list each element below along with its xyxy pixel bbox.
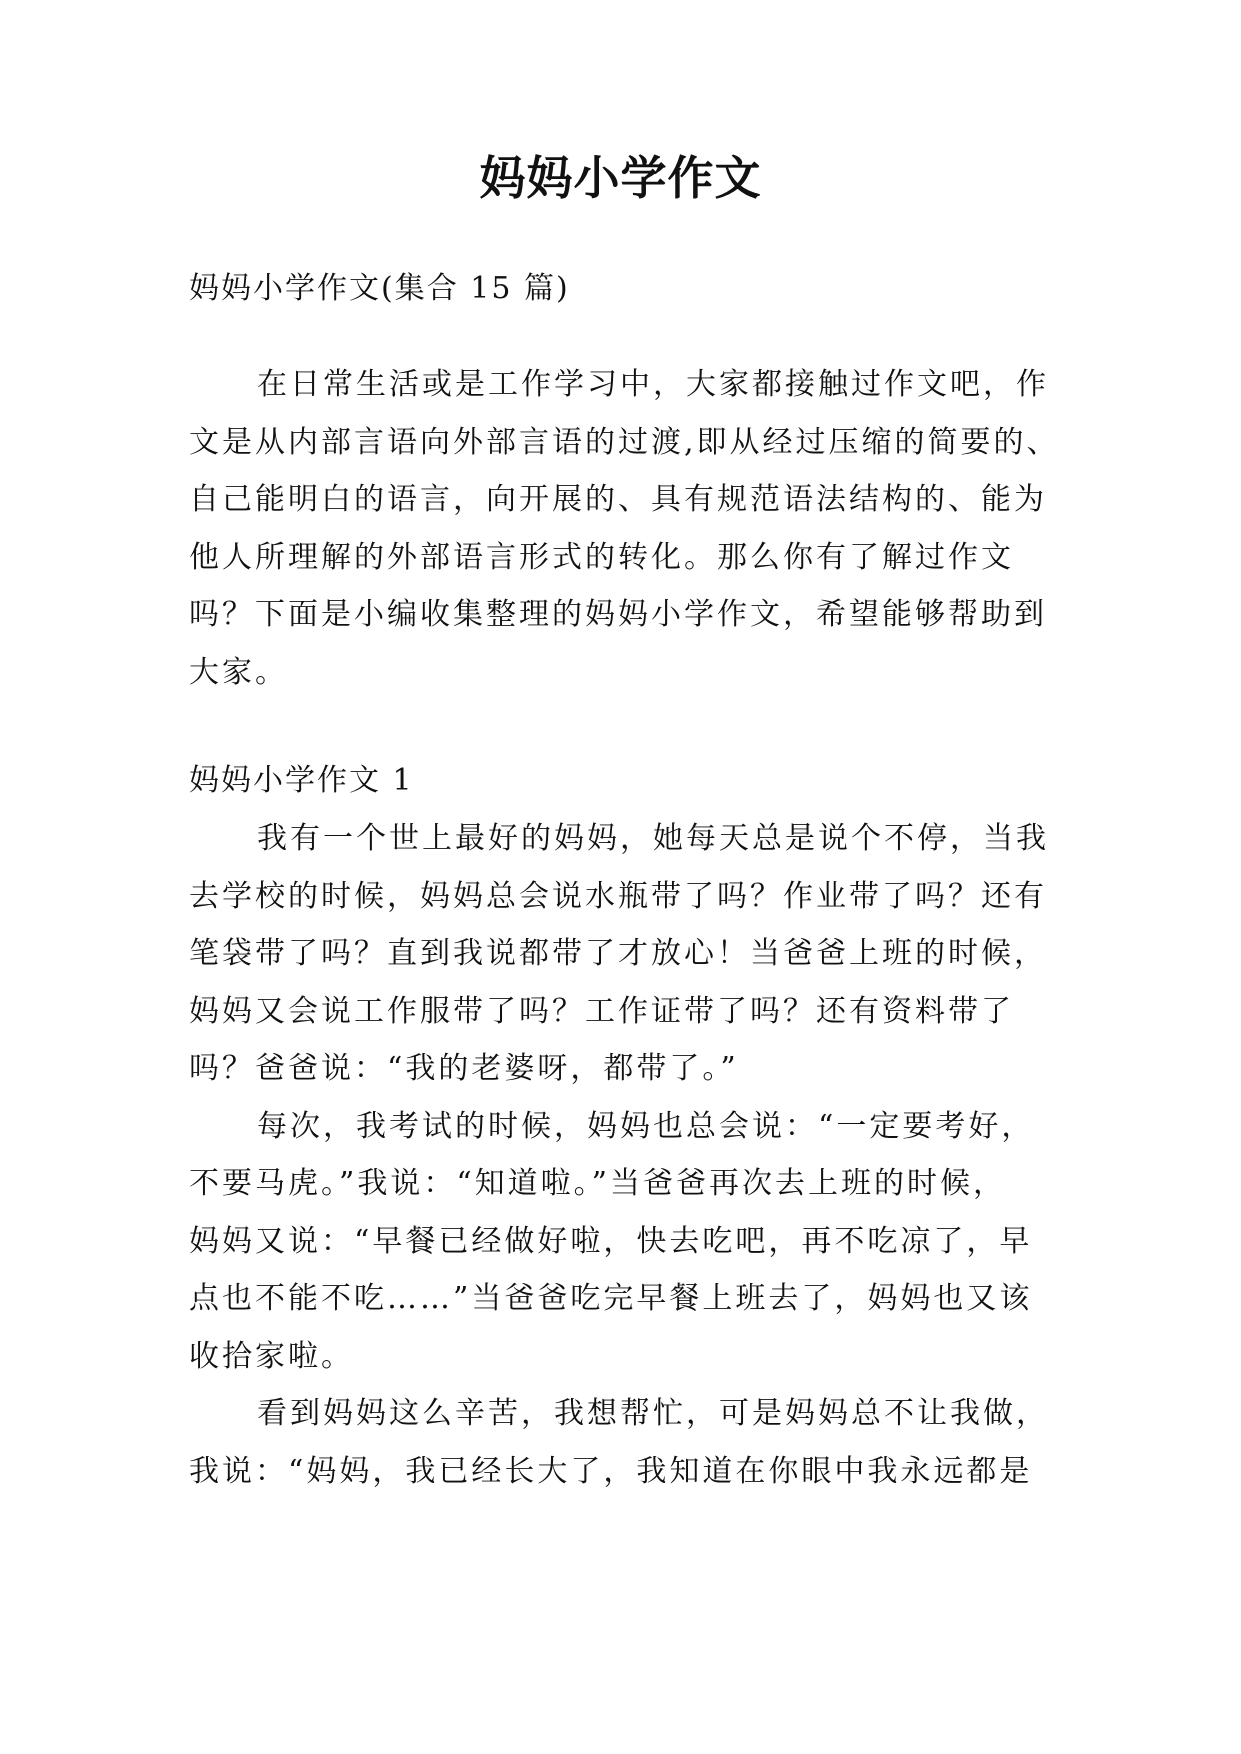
body-line: 妈妈又说：“早餐已经做好啦，快去吃吧，再不吃凉了，早 [189,1223,1033,1259]
body-line: 看到妈妈这么辛苦，我想帮忙，可是妈妈总不让我做， [257,1396,1049,1431]
intro-paragraph [189,356,1060,701]
body-line: 不要马虎。”我说：“知道啦。”当爸爸再次去上班的时候， [189,1166,1007,1201]
body-paragraph [189,810,1055,1098]
intro-line: 大家。 [189,654,288,690]
body-line: 我有一个世上最好的妈妈，她每天总是说个不停，当我 [257,821,1049,856]
body-line: 笔袋带了吗？直到我说都带了才放心！当爸爸上班的时候， [189,936,1047,971]
body-line: 每次，我考试的时候，妈妈也总会说：“一定要考好， [257,1108,1035,1144]
body-line: 我说：“妈妈，我已经长大了，我知道在你眼中我永远都是 [189,1453,1033,1489]
body-line: 点也不能不吃……”当爸爸吃完早餐上班去了，妈妈也又该 [189,1281,1033,1316]
body-line: 去学校的时候，妈妈总会说水瓶带了吗？作业带了吗？还有 [189,878,1047,914]
intro-line: 吗？下面是小编收集整理的妈妈小学作文，希望能够帮助到 [189,597,1047,632]
intro-line: 他人所理解的外部语言形式的转化。那么你有了解过作文 [189,539,1014,575]
section-body [189,810,1055,1500]
body-line: 妈妈又会说工作服带了吗？工作证带了吗？还有资料带了 [189,993,1014,1029]
document-subtitle: 妈妈小学作文(集合 15 篇) [189,271,570,306]
body-paragraph [189,1385,1055,1500]
body-line: 收拾家啦。 [189,1338,354,1374]
document-title: 妈妈小学作文 [479,151,762,205]
intro-line: 自己能明白的语言，向开展的、具有规范语法结构的、能为 [189,482,1047,517]
body-paragraph [189,1098,1055,1386]
intro-line: 在日常生活或是工作学习中，大家都接触过作文吧，作 [257,367,1049,402]
body-line: 吗？爸爸说：“我的老婆呀，都带了。” [189,1051,739,1086]
section-heading: 妈妈小学作文 1 [189,763,414,798]
intro-line: 文是从内部言语向外部言语的过渡,即从经过压缩的简要的、 [189,424,1060,460]
